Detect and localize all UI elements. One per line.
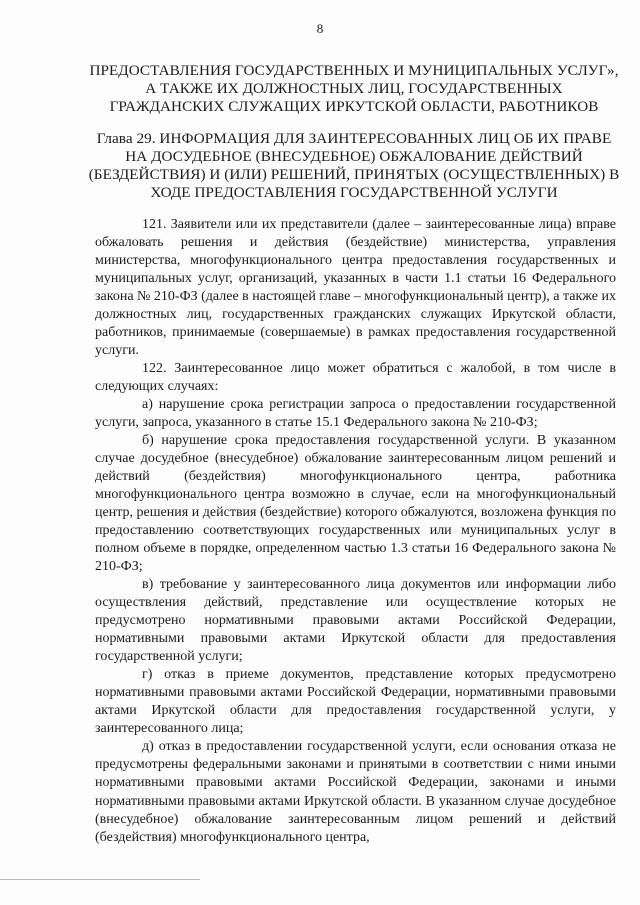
chapter-heading: Глава 29. ИНФОРМАЦИЯ ДЛЯ ЗАИНТЕРЕСОВАННЫХ ЛИЦ ОБ ИХ ПРАВЕ НА ДОСУДЕБНОЕ (ВНЕСУДЕБНОЕ) ОБЖАЛОВАНИЕ ДЕЙСТВИЙ (БЕЗДЕЙСТВИЯ) И (ИЛИ) РЕШЕНИЙ, ПРИНЯТЫХ (ОСУЩЕСТВЛЕННЫХ) В ХОДЕ ПРЕДОСТАВЛЕНИЯ ГОСУДАРСТВЕННОЙ УСЛУГИ [88, 130, 620, 201]
section-heading-continuation: ПРЕДОСТАВЛЕНИЯ ГОСУДАРСТВЕННЫХ И МУНИЦИПАЛЬНЫХ УСЛУГ», А ТАКЖЕ ИХ ДОЛЖНОСТНЫХ ЛИЦ, ГОСУДАРСТВЕННЫХ ГРАЖДАНСКИХ СЛУЖАЩИХ ИРКУТСКОЙ ОБЛАСТИ, РАБОТНИКОВ [89, 62, 619, 115]
list-item-g: г) отказ в приеме документов, представление которых предусмотрено нормативными правовыми актами Российской Федерации, нормативными правовыми актами Иркутской области для предоставления государственной услуги, у заинтересованного лица; [95, 667, 616, 737]
list-item-b: б) нарушение срока предоставления государственной услуги. В указанном случае досудебное (внесудебное) обжалование заинтересованным лицом решений и действий (бездействия) многофункционального центра, работника многофункционального центра возможно в случае, если на многофункциональный центр, решения и действия (бездействие) которого обжалуются, возложена функция по предоставлению соответствующих государственных или муниципальных услуг в полном объеме в порядке, определенном частью 1.3 статьи 16 Федерального закона № 210-ФЗ; [95, 433, 616, 575]
footer-divider [0, 879, 200, 880]
paragraph-122: 122. Заинтересованное лицо может обратиться с жалобой, в том числе в следующих случаях: [95, 361, 616, 395]
list-item-d: д) отказ в предоставлении государственной услуги, если основания отказа не предусмотрены федеральными законами и принятыми в соответствии с ними иными нормативными правовыми актами Российской Федерации, законами и иными нормативными правовыми актами Иркутской области. В указанном случае досудебное (внесудебное) обжалование заинтересованным лицом решений и действий (бездействия) многофункционального центра, [95, 739, 616, 845]
list-item-a: а) нарушение срока регистрации запроса о предоставлении государственной услуги, запроса, указанного в статье 15.1 Федерального закона № 210-ФЗ; [95, 397, 616, 431]
paragraph-121: 121. Заявители или их представители (далее – заинтересованные лица) вправе обжаловать решения и действия (бездействие) министерства, управления министерства, многофункционального центра предоставления государственных и муниципальных услуг, организаций, указанных в части 1.1 статьи 16 Федерального закона № 210-ФЗ (далее в настоящей главе – многофункциональный центр), а также их должностных лиц, государственных гражданских служащих Иркутской области, работников, принимаемые (совершаемые) в рамках предоставления государственной услуги. [95, 217, 616, 359]
page-number: 8 [316, 21, 324, 36]
list-item-v: в) требование у заинтересованного лица документов или информации либо осуществления действий, представление или осуществление которых не предусмотрено нормативными правовыми актами Российской Федерации, нормативными правовыми актами Иркутской области для предоставления государственной услуги; [95, 577, 616, 665]
body-text [95, 216, 616, 847]
